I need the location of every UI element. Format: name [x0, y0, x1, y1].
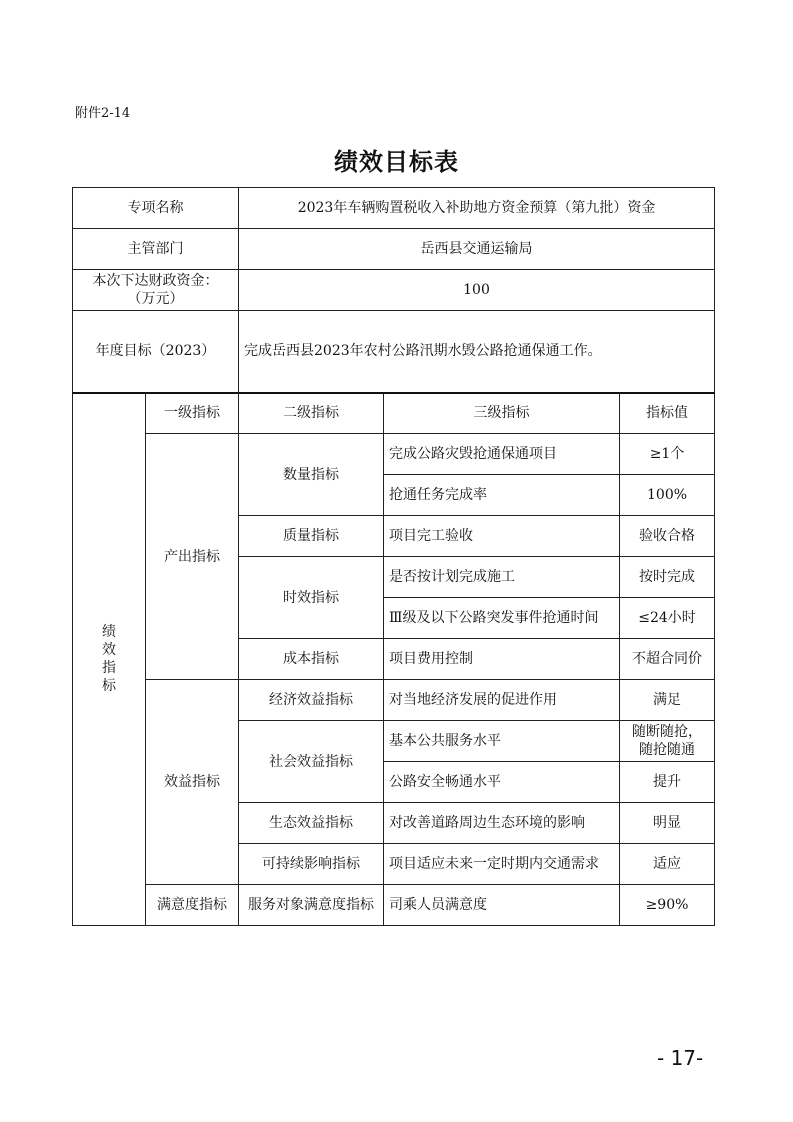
indicator-name: 是否按计划完成施工	[384, 557, 620, 598]
quantity-label: 数量指标	[239, 434, 384, 516]
section-char: 绩	[102, 624, 116, 641]
indicator-name: 司乘人员满意度	[384, 885, 620, 926]
indicator-value: 验收合格	[620, 516, 715, 557]
department-value: 岳西县交通运输局	[239, 229, 715, 270]
quality-label: 质量指标	[239, 516, 384, 557]
indicator-value: ≥1个	[620, 434, 715, 475]
funds-label-line2: （万元）	[127, 291, 184, 307]
funds-label	[73, 270, 239, 311]
social-label: 社会效益指标	[239, 721, 384, 803]
funds-row	[73, 270, 715, 311]
cost-label: 成本指标	[239, 639, 384, 680]
goal-value: 完成岳西县2023年农村公路汛期水毁公路抢通保通工作。	[239, 311, 715, 393]
performance-target-table	[72, 187, 715, 926]
indicator-value: 适应	[620, 844, 715, 885]
header-level3: 三级指标	[384, 393, 620, 434]
ecological-label: 生态效益指标	[239, 803, 384, 844]
indicator-name: 公路安全畅通水平	[384, 762, 620, 803]
indicator-value: ≤24小时	[620, 598, 715, 639]
indicator-value-line1: 随断随抢，	[632, 724, 703, 740]
satisfaction-label: 满意度指标	[146, 885, 239, 926]
indicator-name: 对改善道路周边生态环境的影响	[384, 803, 620, 844]
section-char: 指	[102, 660, 116, 677]
indicator-value: ≥90%	[620, 885, 715, 926]
indicator-value: 按时完成	[620, 557, 715, 598]
page-title: 绩效目标表	[334, 148, 459, 176]
page-number: - 17-	[657, 1046, 704, 1070]
indicator-value: 明显	[620, 803, 715, 844]
header-level1: 一级指标	[146, 393, 239, 434]
indicator-name: 基本公共服务水平	[384, 721, 620, 762]
indicator-name: 项目适应未来一定时期内交通需求	[384, 844, 620, 885]
goal-row	[73, 311, 715, 393]
indicator-name: 完成公路灾毁抢通保通项目	[384, 434, 620, 475]
indicator-name: 项目完工验收	[384, 516, 620, 557]
timeliness-label: 时效指标	[239, 557, 384, 639]
indicator-name: 抢通任务完成率	[384, 475, 620, 516]
header-level2: 二级指标	[239, 393, 384, 434]
section-char: 标	[102, 678, 116, 695]
indicator-value-line2: 随抢随通	[639, 742, 696, 758]
department-label: 主管部门	[73, 229, 239, 270]
sustainable-label: 可持续影响指标	[239, 844, 384, 885]
indicator-value: 满足	[620, 680, 715, 721]
indicator-name: 项目费用控制	[384, 639, 620, 680]
indicator-value: 100%	[620, 475, 715, 516]
indicator-value: 不超合同价	[620, 639, 715, 680]
funds-label-line1: 本次下达财政资金：	[92, 273, 219, 289]
funds-value: 100	[239, 270, 715, 311]
satisfaction-sub-label: 服务对象满意度指标	[239, 885, 384, 926]
attachment-label: 附件2-14	[75, 106, 131, 121]
indicator-section-label	[73, 393, 146, 926]
benefit-label: 效益指标	[146, 680, 239, 885]
header-value: 指标值	[620, 393, 715, 434]
project-label: 专项名称	[73, 188, 239, 229]
project-value: 2023年车辆购置税收入补助地方资金预算（第九批）资金	[239, 188, 715, 229]
section-char: 效	[102, 642, 116, 659]
indicator-value: 提升	[620, 762, 715, 803]
department-row	[73, 229, 715, 270]
table-row	[73, 885, 715, 926]
indicator-value	[620, 721, 715, 762]
indicator-name: Ⅲ级及以下公路突发事件抢通时间	[384, 598, 620, 639]
project-row	[73, 188, 715, 229]
goal-label: 年度目标（2023）	[73, 311, 239, 393]
table-row	[73, 434, 715, 475]
indicator-header-row	[73, 393, 715, 434]
table-row	[73, 680, 715, 721]
output-label: 产出指标	[146, 434, 239, 680]
indicator-name: 对当地经济发展的促进作用	[384, 680, 620, 721]
economic-label: 经济效益指标	[239, 680, 384, 721]
